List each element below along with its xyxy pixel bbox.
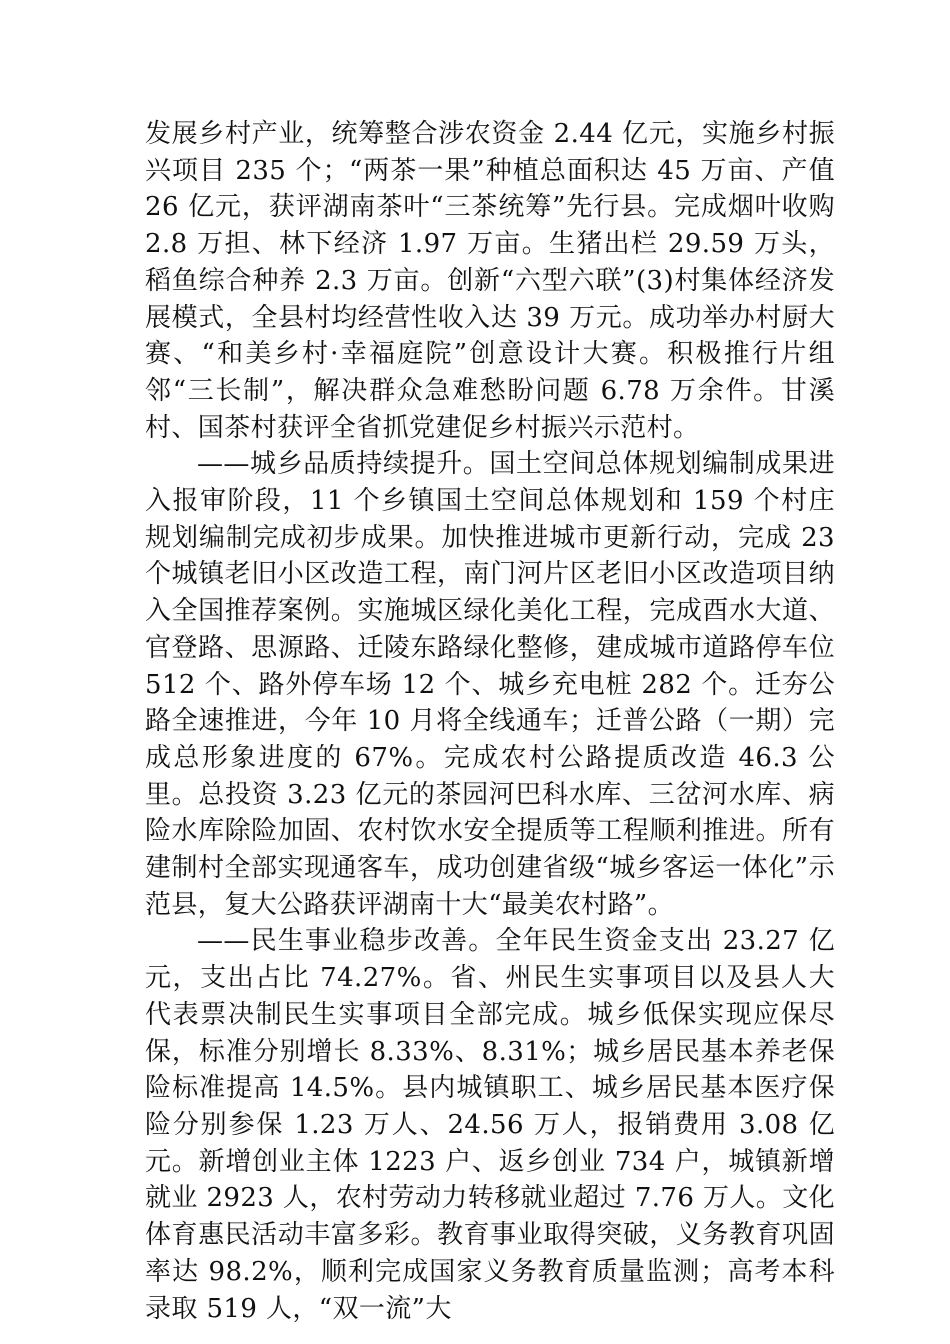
document-page (145, 116, 835, 1327)
paragraph-livelihood: ——民生事业稳步改善。全年民生资金支出 23.27 亿元，支出占比 74.27%。省、州民生实事项目以及县人大代表票决制民生实事项目全部完成。城乡低保实现应保尽保，标准分别增长 8.33%、8.31%；城乡居民基本养老保险标准提高 14.5%。县内城镇职工、城乡居民基本医疗保险分别参保 1.23 万人、24.56 万人，报销费用 3.08 亿元。新增创业主体 1223 户、返乡创业 734 户，城镇新增就业 2923 人，农村劳动力转移就业超过 7.76 万人。文化体育惠民活动丰富多彩。教育事业取得突破，义务教育巩固率达 98.2%，顺利完成国家义务教育质量监测；高考本科录取 519 人，“双一流”大 (145, 926, 835, 1324)
paragraph-rural-industry: 发展乡村产业，统筹整合涉农资金 2.44 亿元，实施乡村振兴项目 235 个；“两茶一果”种植总面积达 45 万亩、产值 26 亿元，获评湖南茶叶“三茶统筹”先行县。完成烟叶收购 2.8 万担、林下经济 1.97 万亩。生猪出栏 29.59 万头，稻鱼综合种养 2.3 万亩。创新“六型六联”(3)村集体经济发展模式，全县村均经营性收入达 39 万元。成功举办村厨大赛、“和美乡村·幸福庭院”创意设计大赛。积极推行片组邻“三长制”，解决群众急难愁盼问题 6.78 万余件。甘溪村、国茶村获评全省抓党建促乡村振兴示范村。 (145, 119, 835, 443)
paragraph-urban-rural-quality: ——城乡品质持续提升。国土空间总体规划编制成果进入报审阶段，11 个乡镇国土空间总体规划和 159 个村庄规划编制完成初步成果。加快推进城市更新行动，完成 23 个城镇老旧小区改造工程，南门河片区老旧小区改造项目纳入全国推荐案例。实施城区绿化美化工程，完成酉水大道、官登路、思源路、迁陵东路绿化整修，建成城市道路停车位 512 个、路外停车场 12 个、城乡充电桩 282 个。迁夯公路全速推进，今年 10 月将全线通车；迁普公路（一期）完成总形象进度的 67%。完成农村公路提质改造 46.3 公里。总投资 3.23 亿元的茶园河巴科水库、三岔河水库、病险水库除险加固、农村饮水安全提质等工程顺利推进。所有建制村全部实现通客车，成功创建省级“城乡客运一体化”示范县，复大公路获评湖南十大“最美农村路”。 (145, 449, 835, 920)
